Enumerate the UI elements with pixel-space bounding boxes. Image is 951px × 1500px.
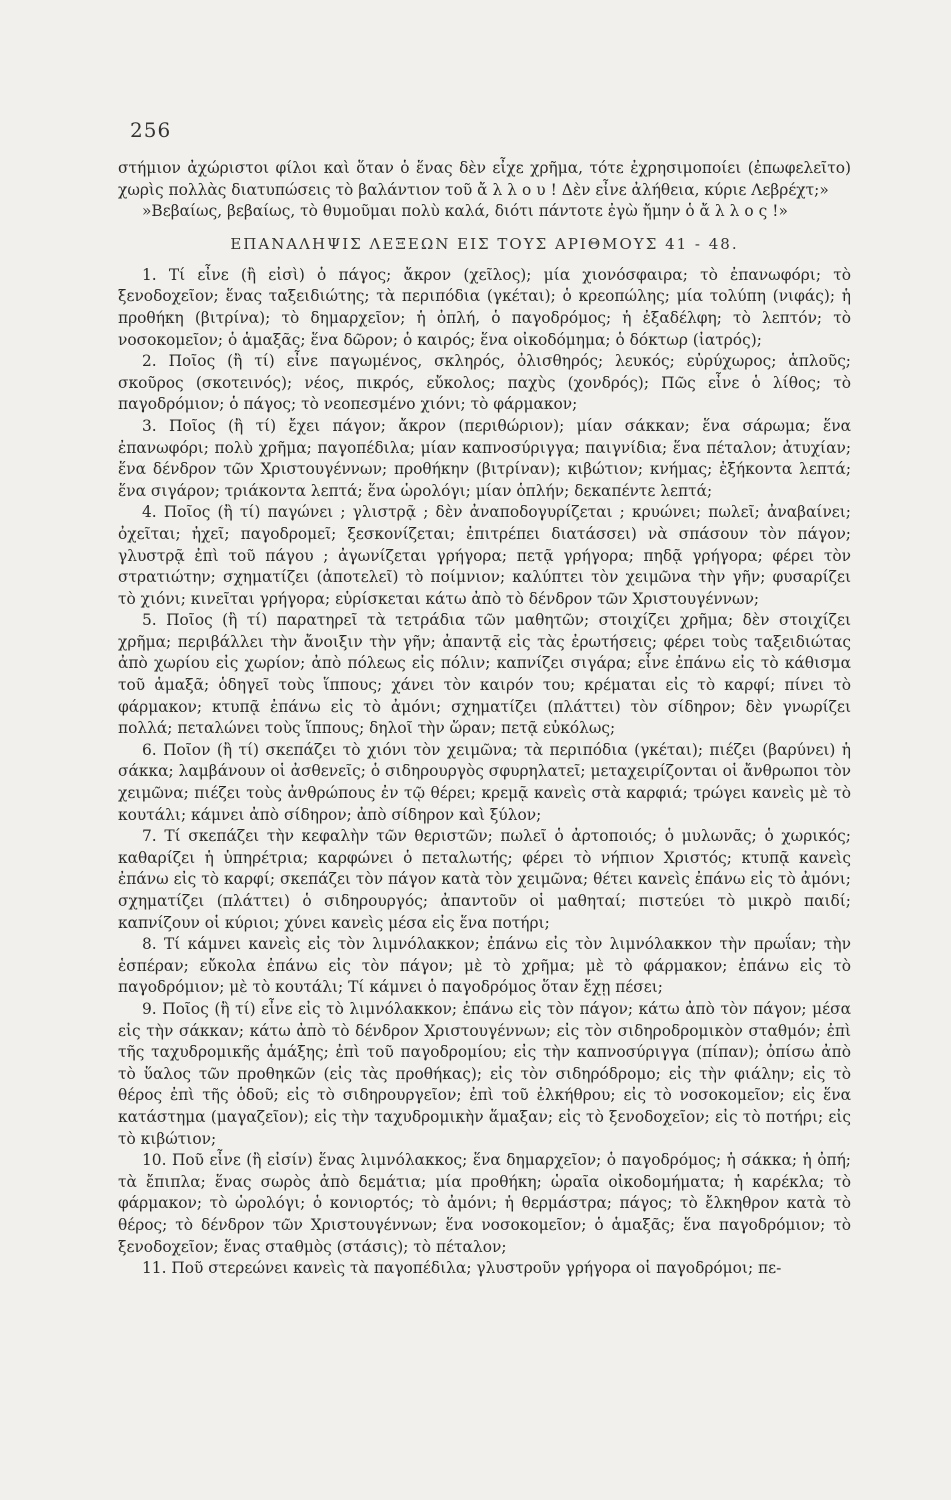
page-number: 256	[130, 118, 172, 142]
exercise-item: 5. Ποῖος (ἢ τί) παρατηρεῖ τὰ τετράδια τῶν μαθητῶν; στοιχίζει χρῆμα; δὲν στοιχίζει χρῆμα; περιβάλλει τὴν ἄνοιξιν τὴν γῆν; ἀπαντᾷ εἰς τὰς ἐρωτήσεις; φέρει τοὺς ταξειδιώτας ἀπὸ χωρίου εἰς χωρίον; ἀπὸ πόλεως εἰς πόλιν; καπνίζει σιγάρα; εἶνε ἐπάνω εἰς τὸ κάθισμα τοῦ ἁμαξᾶ; ὁδηγεῖ τοὺς ἵππους; χάνει τὸν καιρόν του; κρέμαται εἰς τὸ καρφί; πίνει τὸ φάρμακον; κτυπᾷ ἐπάνω εἰς τὸ ἀμόνι; σχηματίζει (πλάττει) τὸν σίδηρον; δὲν γνωρίζει πολλά; πεταλώνει τοὺς ἵππους; δηλοῖ τὴν ὥραν; πετᾷ εὐκόλως;	[118, 611, 851, 738]
intro-spaced-word-2: ἄλλος	[699, 202, 773, 221]
intro-line-1: στήμιον ἀχώριστοι φίλοι καὶ ὅταν ὁ ἕνας δὲν εἶχε χρῆμα, τότε ἐχρησιμοποίει (ἐπωφελεῖτο) χωρὶς πολλὰς διατυπώσεις τὸ βαλάντιον τοῦ	[118, 159, 851, 199]
exercise-item: 8. Τί κάμνει κανεὶς εἰς τὸν λιμνόλακκον; ἐπάνω εἰς τὸν λιμνόλακκον τὴν πρωΐαν; τὴν ἑσπέραν; εὔκολα ἐπάνω εἰς τὸν πάγον; μὲ τὸ χρῆμα; μὲ τὸ φάρμακον; ἐπάνω εἰς τὸ παγοδρόμιον; μὲ τὸ κουτάλι; Τί κάμνει ὁ παγοδρόμος ὅταν ἔχῃ πέσει;	[118, 935, 851, 997]
intro-spaced-word-1: ἄλλου	[477, 180, 551, 199]
intro-line-1-end: ! Δὲν εἶνε ἀλήθεια, κύριε Λεβρέχτ;»	[550, 180, 829, 199]
intro-paragraph-2	[118, 201, 851, 223]
exercise-item: 9. Ποῖος (ἢ τί) εἶνε εἰς τὸ λιμνόλακκον; ἐπάνω εἰς τὸν πάγον; κάτω ἀπὸ τὸν πάγον; μέσα εἰς τὴν σάκκαν; κάτω ἀπὸ τὸ δένδρον Χριστουγέννων; εἰς τὸν σιδηροδρομικὸν σταθμόν; ἐπὶ τῆς ταχυδρομικῆς ἁμάξης; ἐπὶ τοῦ παγοδρομίου; εἰς τὴν καπνοσύριγγα (πίπαν); ὀπίσω ἀπὸ τὸ ὕαλος τῶν προθηκῶν (εἰς τὰς προθήκας); εἰς τὸν σιδηρόδρομο; εἰς τὴν φιάλην; εἰς τὸ θέρος ἐπὶ τῆς ὁδοῦ; εἰς τὸ σιδηρουργεῖον; ἐπὶ τοῦ ἐλκήθρου; εἰς τὸ νοσοκομεῖον; εἰς ἕνα κατάστημα (μαγαζεῖον); εἰς τὴν ταχυδρομικὴν ἅμαξαν; εἰς τὸ ξενοδοχεῖον; εἰς τὸ ποτήρι; εἰς τὸ κιβώτιον;	[118, 999, 851, 1148]
exercise-item: 1. Τί εἶνε (ἢ εἰσὶ) ὁ πάγος; ἄκρον (χεῖλος); μία χιονόσφαιρα; τὸ ἐπανωφόρι; τὸ ξενοδοχεῖον; ἕνας ταξειδιώτης; τὰ περιπόδια (γκέται); ὁ κρεοπώλης; μία τολύπη (νιφάς); ἡ προθήκη (βιτρίνα); τὸ δημαρχεῖον; ἡ ὀπλή, ὁ παγοδρόμος; ἡ ἐξαδέλφη; τὸ λεπτόν; τὸ νοσοκομεῖον; ὁ ἁμαξᾶς; ἕνα δῶρον; ὁ καιρός; ἕνα οἰκοδόμημα; ὁ δόκτωρ (ἰατρός);	[118, 265, 851, 349]
section-heading: ΕΠΑΝΑΛΗΨΙΣ ΛΕΞΕΩΝ ΕΙΣ ΤΟΥΣ ΑΡΙΘΜΟΥΣ 41 - 48.	[230, 234, 739, 253]
intro-paragraph-1	[118, 158, 851, 201]
intro-line-2: »Βεβαίως, βεβαίως, τὸ θυμοῦμαι πολὺ καλά, διότι πάντοτε ἐγὼ ἤμην ὁ	[142, 202, 695, 221]
exercise-list	[118, 265, 851, 1280]
exercise-item: 3. Ποῖος (ἢ τί) ἔχει πάγον; ἄκρον (περιθώριον); μίαν σάκκαν; ἕνα σάρωμα; ἕνα ἐπανωφόρι; πολὺ χρῆμα; παγοπέδιλα; μίαν καπνοσύριγγα; παιγνίδια; ἕνα πέταλον; ἀτυχίαν; ἕνα δένδρον τῶν Χριστουγέννων; προθήκην (βιτρίναν); κιβώτιον; κνήμας; ἑξήκοντα λεπτά; ἕνα σιγάρον; τριάκοντα λεπτά; ἕνα ὡρολόγι; μίαν ὁπλήν; δεκαπέντε λεπτά;	[118, 416, 851, 500]
exercise-item: 6. Ποῖον (ἢ τί) σκεπάζει τὸ χιόνι τὸν χειμῶνα; τὰ περιπόδια (γκέται); πιέζει (βαρύνει) ἡ σάκκα; λαμβάνουν οἱ ἀσθενεῖς; ὁ σιδηρουργὸς σφυρηλατεῖ; μεταχειρίζονται οἱ ἄνθρωποι τὸν χειμῶνα; πιέζει τοὺς ἀνθρώπους ἐν τῷ θέρει; κρεμᾷ κανεὶς στὰ καρφιά; τρώγει κανεὶς μὲ τὸ κουτάλι; κάμνει ἀπὸ σίδηρον; ἀπὸ σίδηρον καὶ ξύλον;	[118, 740, 851, 824]
exercise-item: 7. Τί σκεπάζει τὴν κεφαλὴν τῶν θεριστῶν; πωλεῖ ὁ ἀρτοποιός; ὁ μυλωνᾶς; ὁ χωρικός; καθαρίζει ἡ ὑπηρέτρια; καρφώνει ὁ πεταλωτής; φέρει τὸ νήπιον Χριστός; κτυπᾷ κανεὶς ἐπάνω εἰς τὸ καρφί; σκεπάζει τὸν πάγον κατὰ τὸν χειμῶνα; θέτει κανεὶς ἐπάνω εἰς τὸ ἀμόνι; σχηματίζει (πλάττει) ὁ σιδηρουργός; ἀπαντοῦν οἱ μαθηταί; πιστεύει τὸ μικρὸ παιδί; καπνίζουν οἱ κύριοι; χύνει κανεὶς μέσα εἰς ἕνα ποτήρι;	[118, 827, 851, 932]
intro-line-2-end: !»	[772, 202, 788, 221]
exercise-item: 11. Ποῦ στερεώνει κανεὶς τὰ παγοπέδιλα; γλυστροῦν γρήγορα οἱ παγοδρόμοι; πε-	[142, 1259, 782, 1278]
exercise-item: 4. Ποῖος (ἢ τί) παγώνει ; γλιστρᾷ ; δὲν ἀναποδογυρίζεται ; κρυώνει; πωλεῖ; ἀναβαίνει; ὀχεῖται; ἠχεῖ; παγοδρομεῖ; ξεσκονίζεται; ἐπιτρέπει διατάσσει) νὰ σπάσουν τὸν πάγον; γλυστρᾷ ἐπὶ τοῦ πάγου ; ἀγωνίζεται γρήγορα; πετᾷ γρήγορα; πηδᾷ γρήγορα; φέρει τὸν στρατιώτην; σχηματίζει (ἀποτελεῖ) τὸ ποίμνιον; καλύπτει τὸν χειμῶνα τὴν γῆν; φυσαρίζει τὸ χιόνι; κινεῖται γρήγορα; εὑρίσκεται κάτω ἀπὸ τὸ δένδρον τῶν Χριστουγέννων;	[118, 503, 851, 608]
exercise-item: 10. Ποῦ εἶνε (ἢ εἰσίν) ἕνας λιμνόλακκος; ἕνα δημαρχεῖον; ὁ παγοδρόμος; ἡ σάκκα; ἡ ὀπή; τὰ ἔπιπλα; ἕνας σωρὸς ἀπὸ δεμάτια; μία προθήκη; ὡραῖα οἰκοδομήματα; ἡ καρέκλα; τὸ φάρμακον; τὸ ὡρολόγι; ὁ κονιορτός; τὸ ἀμόνι; ἡ θερμάστρα; πάγος; τὸ ἔλκηθρον κατὰ τὸ θέρος; τὸ δένδρον τῶν Χριστουγέννων; ἕνα νοσοκομεῖον; ὁ ἁμαξᾶς; ἕνα παγοδρόμιον; τὸ ξενοδοχεῖον; ἕνας σταθμὸς (στάσις); τὸ πέταλον;	[118, 1151, 851, 1256]
exercise-item: 2. Ποῖος (ἢ τί) εἶνε παγωμένος, σκληρός, ὀλισθηρός; λευκός; εὐρύχωρος; ἁπλοῦς; σκοῦρος (σκοτεινός); νέος, πικρός, εὔκολος; παχὺς (χονδρός); Πῶς εἶνε ὁ λίθος; τὸ παγοδρόμιον; ὁ πάγος; τὸ νεοπεσμένο χιόνι; τὸ φάρμακον;	[118, 352, 851, 414]
intro-text	[118, 158, 851, 223]
